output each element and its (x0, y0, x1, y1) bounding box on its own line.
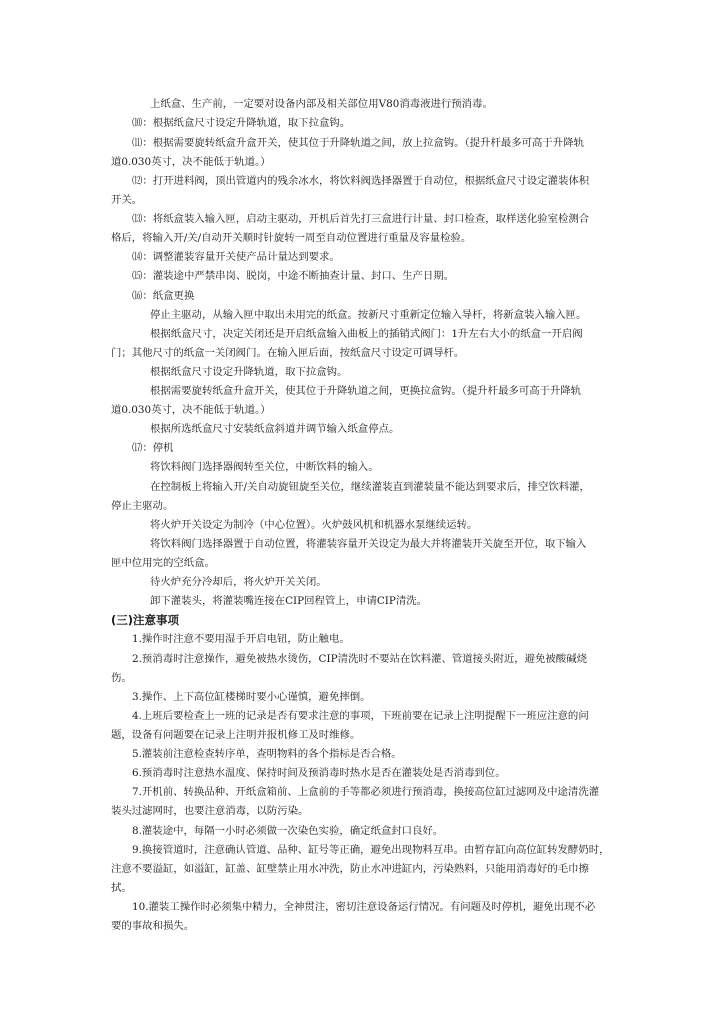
text-line: 上纸盒、生产前，一定要对设备内部及相关部位用V80消毒液进行预消毒。 (150, 98, 493, 110)
text-line: 10.灌装工操作时必须集中精力，全神贯注，密切注意设备运行情况。有问题及时停机，避免出现不必 (132, 901, 596, 913)
text-line: 题，设备有问题要在记录上注明并报机修工及时维修。 (111, 729, 361, 741)
text-line: 9.换接管道时，注意确认管道、品种、缸号等正确，避免出现物料互串。由暂存缸向高位缸转发酵奶时， (132, 844, 610, 856)
text-line: 停止主驱动。 (111, 500, 174, 512)
text-line: 6.预消毒时注意热水温度、保持时间及预消毒时热水是否在灌装处是否消毒到位。 (132, 767, 506, 779)
text-line: ⑽：根据纸盒尺寸设定升降轨道，取下拉盒钩。 (132, 117, 351, 129)
text-line: ⒂：灌装途中严禁串岗、脱岗，中途不断抽查计量、封口、生产日期。 (132, 270, 455, 282)
text-line: ⒃：纸盒更换 (132, 290, 195, 302)
text-line: ⒄：停机 (132, 442, 174, 454)
text-line: 停止主驱动，从输入匣中取出未用完的纸盒。按新尺寸重新定位输入导杆，将新盒装入输入匣。 (150, 309, 587, 321)
text-line: 8.灌装途中，每隔一小时必须做一次染色实验，确定纸盒封口良好。 (132, 825, 444, 837)
text-line: 道0.030英寸，决不能低于轨道。） (111, 156, 271, 168)
text-line: 2.预消毒时注意操作，避免被热水烫伤，CIP清洗时不要站在饮料灌、管道接头附近，避免被酸碱烧 (132, 653, 587, 665)
text-line: ⒀：将纸盒装入输入匣，启动主驱动，开机后首先打三盒进行计量、封口检查，取样送化验室检测合 (132, 213, 590, 225)
text-line: 注意不要溢缸，如溢缸，缸盖、缸壁禁止用水冲洗，防止水冲进缸内，污染熟料，只能用消毒好的毛巾擦 (111, 863, 589, 875)
text-line: 待火炉充分冷却后，将火炉开关关闭。 (150, 576, 327, 588)
text-line: 根据纸盒尺寸，决定关闭还是开启纸盒输入曲板上的插销式阀门：1升左右大小的纸盒一开启阀 (150, 328, 583, 340)
text-line: 格后，将输入开/关/自动开关顺时针旋转一周至自动位置进行重量及容量检验。 (111, 232, 472, 244)
text-line: 卸下灌装头，将灌装嘴连接在CIP回程管上，申请CIP清洗。 (150, 595, 428, 607)
text-line: 根据所选纸盒尺寸安装纸盒斜道并调节输入纸盒停点。 (150, 423, 400, 435)
text-line: 拭。 (111, 882, 132, 894)
text-line: ⑿：打开进料阀，顶出管道内的残余冰水，将饮料阀选择器置于自动位，根据纸盒尺寸设定灌装体积 (132, 175, 590, 187)
text-line: 开关。 (111, 194, 143, 206)
text-line: 根据纸盒尺寸设定升降轨道，取下拉盒钩。 (150, 366, 348, 378)
text-line: 将火炉开关设定为制冷（中心位置）。火炉鼓风机和机器水泵继续运转。 (150, 519, 478, 531)
text-line: 门；其他尺寸的纸盒一关闭阀门。在输入匣后面，按纸盒尺寸设定可调导杆。 (111, 347, 465, 359)
text-line: 道0.030英寸，决不能低于轨道。） (111, 404, 271, 416)
section-heading: (三)注意事项 (111, 613, 180, 627)
text-line: 7.开机前、转换品种、开纸盒箱前、上盒前的手等都必须进行预消毒，换接高位缸过滤网及中途清洗灌 (132, 786, 600, 798)
text-line: ⑾：根据需要旋转纸盒升盒开关，使其位于升降轨道之间，放上拉盒钩。（提升杆最多可高于升降轨 (132, 137, 584, 149)
text-line: 5.灌装前注意检查转序单，查明物料的各个指标是否合格。 (132, 748, 402, 760)
text-line: 将饮料阀门选择器阀转至关位，中断饮料的输入。 (150, 461, 379, 473)
text-line: 3.操作、上下高位缸楼梯时要小心谨慎，避免摔倒。 (132, 691, 371, 703)
text-line: ⒁：调整灌装容量开关使产品计量达到要求。 (132, 251, 340, 263)
text-line: 1.操作时注意不要用湿手开启电钮，防止触电。 (132, 633, 350, 645)
text-line: 匣中位用完的空纸盒。 (111, 557, 215, 569)
text-line: 装头过滤网时，也要注意消毒，以防污染。 (111, 805, 309, 817)
text-line: 伤。 (111, 672, 132, 684)
text-line: 要的事故和损失。 (111, 920, 195, 932)
text-line: 4.上班后要检查上一班的记录是否有要求注意的事项，下班前要在记录上注明提醒下一班应注意的问 (132, 710, 589, 722)
text-line: 在控制板上将输入开/关自动旋钮旋至关位，继续灌装直到灌装量不能达到要求后，排空饮料灌， (150, 481, 590, 493)
text-line: 将饮料阀门选择器置于自动位置，将灌装容量开关设定为最大并将灌装开关旋至开位，取下输入 (150, 538, 587, 550)
text-line: 根据需要旋转纸盒升盒开关，使其位于升降轨道之间，更换拉盒钩。（提升杆最多可高于升降轨 (150, 385, 582, 397)
